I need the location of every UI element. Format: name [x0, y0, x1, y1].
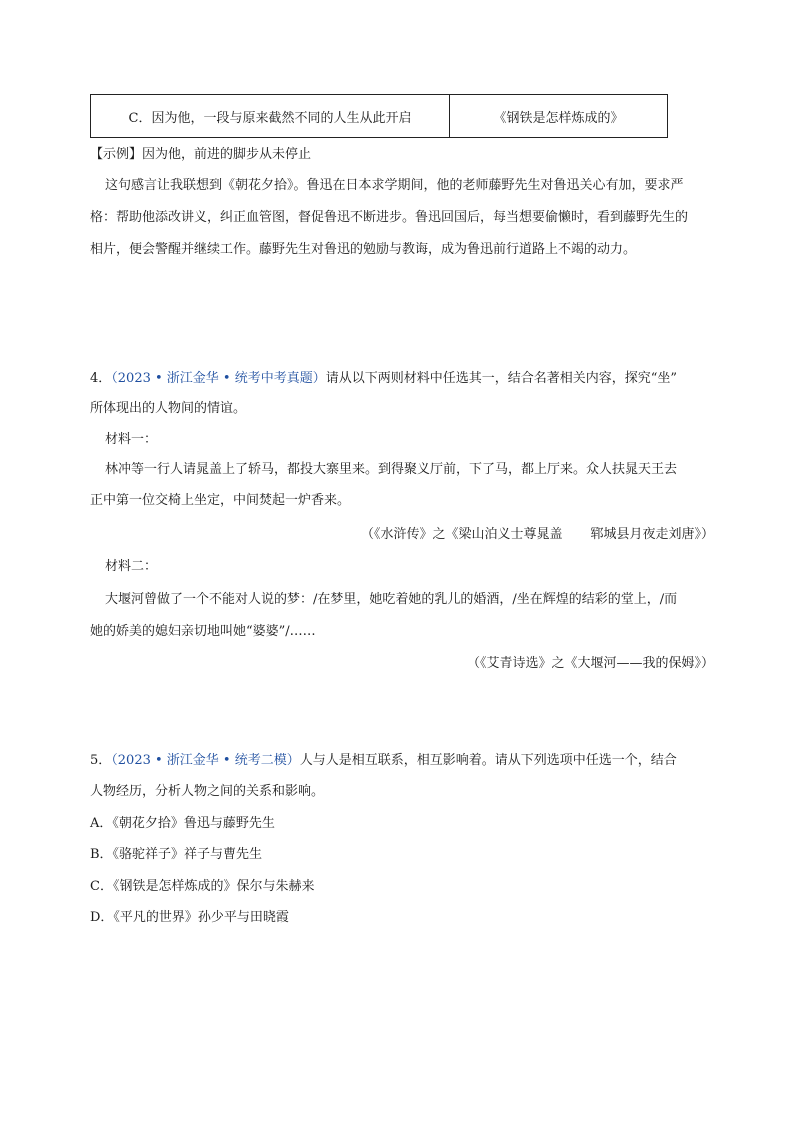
book-cell: 《钢铁是怎样炼成的》	[493, 110, 624, 126]
citation-part-a: （《水浒传》之《梁山泊义士尊晁盖	[360, 527, 563, 542]
option-cell: C．因为他，一段与原来截然不同的人生从此开启	[91, 95, 450, 137]
question-text: 请从以下两则材料中任选其一，结合名著相关内容，探究“坐”	[325, 371, 678, 386]
option-table	[90, 94, 668, 138]
question-number: 5．	[90, 753, 112, 768]
option-c: C．《钢铁是怎样炼成的》保尔与朱赫来	[90, 879, 315, 894]
question-5-stem-cont: 人物经历，分析人物之间的关系和影响。	[90, 784, 325, 799]
material-1-line-1: 林冲等一行人请晁盖上了轿马，都投大寨里来。到得聚义厅前，下了马，都上厅来。众人扶晁天王去	[105, 462, 678, 477]
material-1-line-2: 正中第一位交椅上坐定，中间焚起一炉香来。	[90, 493, 351, 508]
question-source: （2023 • 浙江金华 • 统考二模）	[111, 753, 300, 768]
example-line-3: 相片，便会警醒并继续工作。藤野先生对鲁迅的勉励与教诲，成为鲁迅前行道路上不竭的动力。	[90, 242, 637, 257]
material-2-line-1: 大堰河曾做了一个不能对人说的梦：/在梦里，她吃着她的乳儿的婚酒，/坐在辉煌的结彩的堂上，/而	[105, 592, 678, 607]
material-2-citation: （《艾青诗选》之《大堰河——我的保姆》）	[466, 656, 714, 671]
material-1-label: 材料一：	[105, 432, 158, 447]
material-1-citation	[361, 525, 714, 545]
material-2-label: 材料二：	[105, 559, 158, 574]
question-source: （2023 • 浙江金华 • 统考中考真题）	[111, 371, 326, 386]
question-number: 4．	[90, 371, 112, 386]
question-4-stem-cont: 所体现出的人物间的情谊。	[90, 401, 247, 416]
question-4-stem	[90, 369, 677, 389]
option-d: D．《平凡的世界》孙少平与田晓霞	[90, 910, 289, 925]
option-a: A．《朝花夕拾》鲁迅与藤野先生	[90, 816, 275, 831]
option-b: B．《骆驼祥子》祥子与曹先生	[90, 847, 263, 862]
material-2-line-2: 她的娇美的媳妇亲切地叫她“婆婆”/……	[90, 624, 316, 639]
question-text: 人与人是相互联系，相互影响着。请从下列选项中任选一个，结合	[299, 753, 677, 768]
example-line-2: 格：帮助他添改讲义，纠正血管图，督促鲁迅不断进步。鲁迅回国后，每当想要偷懒时，看到藤野先生的	[90, 210, 689, 225]
example-line-1: 这句感言让我联想到《朝花夕拾》。鲁迅在日本求学期间，他的老师藤野先生对鲁迅关心有加，要求严	[105, 178, 684, 193]
example-label: 【示例】因为他，前进的脚步从未停止	[90, 147, 312, 162]
citation-part-b: 郓城县月夜走刘唐》）	[590, 527, 714, 542]
question-5-stem	[90, 751, 677, 771]
